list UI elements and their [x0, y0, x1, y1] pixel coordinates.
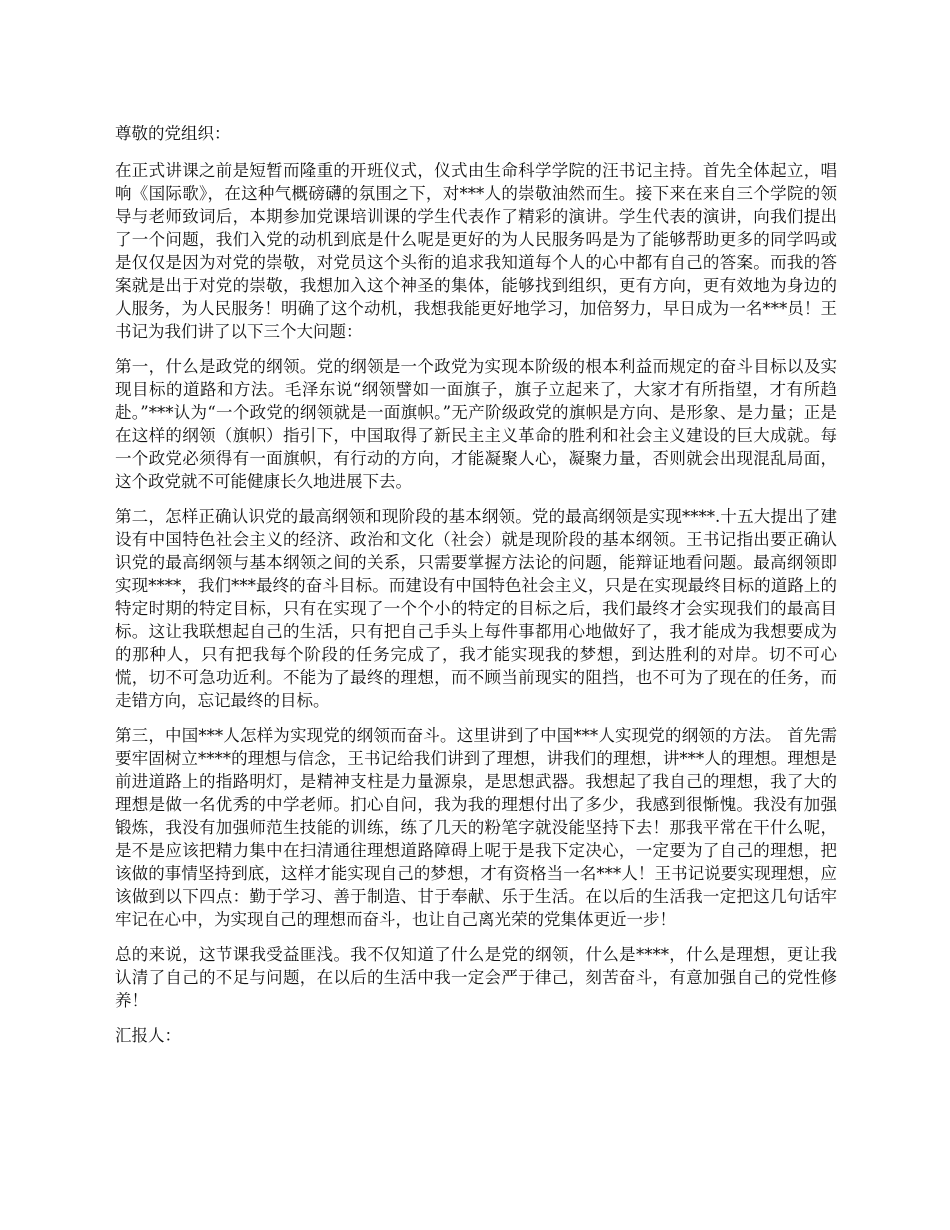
paragraph-opening-ceremony: 在正式讲课之前是短暂而隆重的开班仪式，仪式由生命科学学院的汪书记主持。首先全体起立，唱响《国际歌》，在这种气概磅礴的氛围之下，对***人的崇敬油然而生。接下来在来自三个学院的领导与老师致词后，本期参加党课培训课的学生代表作了精彩的演讲。学生代表的演讲，向我们提出了一个问题，我们入党的动机到底是什么呢是更好的为人民服务吗是为了能够帮助更多的同学吗或是仅仅是因为对党的崇敬，对党员这个头衔的追求我知道每个人的心中都有自己的答案。而我的答案就是出于对党的崇敬，我想加入这个神圣的集体，能够找到组织，更有方向，更有效地为身边的人服务，为人民服务！明确了这个动机，我想我能更好地学习，加倍努力，早日成为一名***员！王书记为我们讲了以下三个大问题：	[115, 161, 837, 341]
report-document	[115, 122, 837, 1059]
paragraph-third-point: 第三，中国***人怎样为实现党的纲领而奋斗。这里讲到了中国***人实现党的纲领的方法。 首先需要牢固树立****的理想与信念，王书记给我们讲到了理想，讲我们的理想，讲***人的理想。理想是前进道路上的指路明灯，是精神支柱是力量源泉，是思想武器。我想起了我自己的理想，我了大的理想是做一名优秀的中学老师。扪心自问，我为我的理想付出了多少，我感到很惭愧。我没有加强锻炼，我没有加强师范生技能的训练，练了几天的粉笔字就没能坚持下去！那我平常在干什么呢，是不是应该把精力集中在扫清通往理想道路障碍上呢于是我下定决心，一定要为了自己的理想，把该做的事情坚持到底，这样才能实现自己的梦想，才有资格当一名***人！王书记说要实现理想，应该做到以下四点：勤于学习、善于制造、甘于奉献、乐于生活。在以后的生活我一定把这几句话牢牢记在心中，为实现自己的理想而奋斗，也让自己离光荣的党集体更近一步！	[115, 726, 837, 929]
signature-label: 汇报人：	[115, 1026, 181, 1045]
paragraph-second-point: 第二，怎样正确认识党的最高纲领和现阶段的基本纲领。党的最高纲领是实现****.十五大提出了建设有中国特色社会主义的经济、政治和文化（社会）就是现阶段的基本纲领。王书记指出要正确认识党的最高纲领与基本纲领之间的关系，只需要掌握方法论的问题，能辩证地看问题。最高纲领即实现****，我们***最终的奋斗目标。而建设有中国特色社会主义，只是在实现最终目标的道路上的特定时期的特定目标，只有在实现了一个个小的特定的目标之后，我们最终才会实现我们的最高目标。这让我联想起自己的生活，只有把自己手头上每件事都用心地做好了，我才能成为我想要成为的那种人，只有把我每个阶段的任务完成了，我才能实现我的梦想，到达胜利的对岸。切不可心慌，切不可急功近利。不能为了最终的理想，而不顾当前现实的阻挡，也不可为了现在的任务，而走错方向，忘记最终的目标。	[115, 507, 837, 710]
paragraph-first-point: 第一，什么是政党的纲领。党的纲领是一个政党为实现本阶级的根本利益而规定的奋斗目标以及实现目标的道路和方法。毛泽东说“纲领譬如一面旗子，旗子立起来了，大家才有所指望，才有所趋赴。”***认为“一个政党的纲领就是一面旗帜。”无产阶级政党的旗帜是方向、是形象、是力量；正是在这样的纲领（旗帜）指引下，中国取得了新民主主义革命的胜利和社会主义建设的巨大成就。每一个政党必须得有一面旗帜，有行动的方向，才能凝聚人心，凝聚力量，否则就会出现混乱局面，这个政党就不可能健康长久地进展下去。	[115, 357, 837, 491]
salutation: 尊敬的党组织：	[115, 124, 231, 143]
paragraph-summary: 总的来说，这节课我受益匪浅。我不仅知道了什么是党的纲领，什么是****，什么是理想，更让我认清了自己的不足与问题，在以后的生活中我一定会严于律己，刻苦奋斗，有意加强自己的党性修养！	[115, 945, 837, 1010]
